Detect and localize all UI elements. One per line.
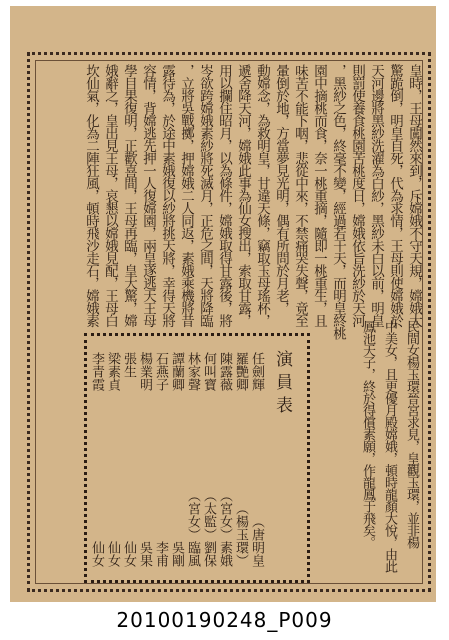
performer-name: 羅艷卿 [233,352,248,391]
story-column: 則罰使養食桃園苦桃度日，嫦娥依旨洗紗於天河 [349,64,365,327]
character-name: （太監）劉保 [201,489,216,567]
character-name: （宮女）臨風 [185,489,200,567]
character-name: （宮女）素娥 [217,489,232,567]
story-column: 坎仙氣，化為二陣狂風，頓時飛沙走石，嫦娥素 [83,64,99,327]
cast-list-box [84,333,310,583]
performer-name: 任劍輝 [249,352,264,391]
performer-name: 林家聲 [185,352,200,391]
story-column: 皇時，王母闖然來到，斥嫦娥不守天規，嫦娥大 [406,64,422,327]
cast-list-title: 演員表 [272,350,292,419]
story-column: 露待為，於途中素娥復以紗將挑天將，幸得天將 [159,64,175,327]
character-name: 吳剛 [169,541,184,567]
character-name: 仙女 [105,541,120,567]
story-column: ，黑紗之色，終毫不變，經過若干天，而明皇終桃 [330,64,346,339]
cast-entry [169,352,183,567]
story-column: 岑欲跨嫦娥素紗將死滅月，正危之間，天將降臨 [197,64,213,327]
story-column: 容情，背嫦逃先押一人復嫦園，兩皇遂逃天王母 [140,64,156,327]
story-column: ，立將吳戰擲，押嫦娥二人同返，素娥乘機將昔 [178,64,194,327]
character-name: 仙女 [89,541,104,567]
story-continuation-block [339,320,419,580]
character-name: 吳果 [137,541,152,567]
cast-entry [217,352,231,567]
cast-entry [233,352,247,567]
story-column: 學目果復明，正歡喜間，王母再臨，皇大驚，嫦 [121,64,137,327]
cast-entry [249,352,263,567]
performer-name: 陳露薇 [217,352,232,391]
story-column: 中美女，且更優月殿嫦娥，頓時龍顏大悅，由此 [382,320,397,572]
story-column: 園中摘桃而食，奈一桃重摘，隨即一桃重生，且 [311,64,327,327]
story-column: 味苦不能下咽，悲從中來，不禁痛哭失聲，竟至 [292,64,308,327]
performer-name: 石燕子 [153,352,168,391]
story-column: 天河邊將黑紗洗濯為白紗，黑紗未白以前，明皇 [368,64,384,327]
story-column: 民間女楊玉環晉宮求見，皇觀玉環，並非楊 [404,320,419,548]
story-column: 驚跪倒，明皇自死，代為求情，王母則使嫦娥於 [387,64,403,327]
cast-entry [89,352,103,567]
character-name: 李甫 [153,541,168,567]
story-column: 遞舍降天河，嫦娥此事為仙女搜出，索取甘露， [235,64,251,327]
character-name: （楊玉環） [233,502,248,567]
performer-name: 何叫寶 [201,352,216,391]
story-column: 鳳池天子，終於得償素願，作龍鳳于飛矣。 [360,320,375,548]
cast-entry [201,352,215,567]
image-id-caption: 20100190248_P009 [116,608,333,632]
performer-name: 楊業明 [137,352,152,391]
performer-name: 李青霞 [89,352,104,391]
cast-entry [185,352,199,567]
story-column: 用以攔住昭月，以為條件，嫦娥取得甘露後，將 [216,64,232,327]
character-name: 仙女 [121,541,136,567]
story-text-block [81,64,422,339]
cast-entry [137,352,151,567]
cast-entry [121,352,135,567]
story-column: 暈倒於地，方當夢見光明，偶有所問於月老， [273,64,289,314]
cast-entry [153,352,167,567]
performer-name: 譚蘭卿 [169,352,184,391]
performer-name: 梁素貞 [105,352,120,391]
story-column: 娥辭之，皇出見王母，哀懇以嫦娥見配，王母白 [102,64,118,327]
performer-name: 張生 [121,352,136,378]
story-column: 動嫦念，為救明皇，甘違天條，竊取玉母瑤杯， [254,64,270,327]
cast-entry [105,352,119,567]
character-name: （唐明皇 [249,515,264,567]
